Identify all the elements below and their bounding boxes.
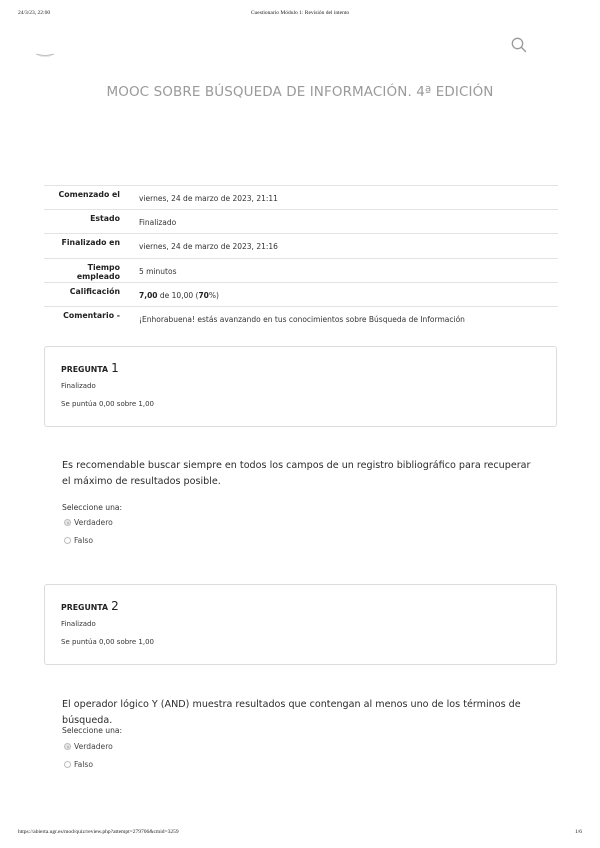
radio-checked-icon[interactable] [64,519,71,526]
comment-label: Comentario - [63,310,120,320]
question-1-text: Es recomendable buscar siempre en todos los campos de un registro bibliográfico para recuperar el máximo de resultados posible. [62,460,531,487]
question-1-option-falso-label: Falso [74,536,94,545]
finished-label: Finalizado en [61,238,120,248]
time-value: 5 minutos [139,266,177,276]
summary-row-comment [44,306,558,330]
summary-row-time [44,258,558,282]
grade-close: %) [208,290,219,300]
print-page-number: 1/6 [574,829,582,835]
question-2-grade: Se puntúa 0,00 sobre 1,00 [61,638,155,646]
print-document-title: Cuestionario Módulo 1: Revisión del intento [250,10,350,16]
state-label: Estado [90,214,120,224]
question-1-grade: Se puntúa 0,00 sobre 1,00 [61,400,155,408]
question-2-heading [61,599,119,613]
comment-value: ¡Enhorabuena! estás avanzando en tus conocimientos sobre Búsqueda de Información [139,314,465,324]
question-2-option-verdadero[interactable] [64,742,113,751]
summary-row-finished [44,234,558,258]
question-2-state: Finalizado [61,620,96,628]
started-label: Comenzado el [58,190,120,199]
radio-unchecked-icon[interactable] [64,537,71,544]
question-2-info [44,584,557,665]
question-1-state: Finalizado [61,382,96,390]
summary-row-state [44,210,558,234]
question-1-heading-label: PREGUNTA [61,365,109,374]
question-2-text: El operador lógico Y (AND) muestra resultados que contengan al menos uno de los términos de búsqueda. [62,699,521,726]
question-1-option-falso[interactable] [64,536,93,545]
question-2-prompt: Seleccione una: [62,726,123,735]
site-logo-icon[interactable] [34,42,56,52]
grade-label: Calificación [69,286,120,296]
radio-checked-icon[interactable] [64,743,71,750]
question-1-option-verdadero[interactable] [64,518,113,527]
state-value: Finalizado [139,218,177,228]
summary-row-grade [44,282,558,306]
question-2-number: 2 [111,599,119,613]
question-1-info [44,346,557,427]
question-1-option-verdadero-label: Verdadero [74,518,113,527]
grade-percent: 70 [198,290,209,300]
question-2-option-verdadero-label: Verdadero [74,742,113,751]
print-url: https://abierta.ugr.es/mod/quiz/review.php?attempt=279706&cmid=3259 [18,829,179,835]
print-footer [0,829,600,839]
grade-value [126,282,558,306]
print-header [0,10,600,20]
question-1-prompt: Seleccione una: [62,503,123,512]
course-title: MOOC SOBRE BÚSQUEDA DE INFORMACIÓN. 4ª EDICIÓN [106,84,494,100]
time-label: Tiempo empleado [76,262,120,281]
question-2-heading-label: PREGUNTA [61,603,109,612]
question-2-option-falso-label: Falso [74,760,94,769]
summary-row-started [44,186,558,210]
print-date: 24/3/23, 22:00 [18,10,51,16]
question-1-number: 1 [111,361,119,375]
grade-score: 7,00 [139,290,158,300]
grade-of: de 10,00 ( [159,290,199,300]
search-icon[interactable] [510,36,528,54]
attempt-summary-table [44,185,558,331]
question-1-heading [61,361,119,375]
question-2-option-falso[interactable] [64,760,93,769]
radio-unchecked-icon[interactable] [64,761,71,768]
started-value: viernes, 24 de marzo de 2023, 21:11 [139,194,278,203]
finished-value: viernes, 24 de marzo de 2023, 21:16 [139,242,278,252]
